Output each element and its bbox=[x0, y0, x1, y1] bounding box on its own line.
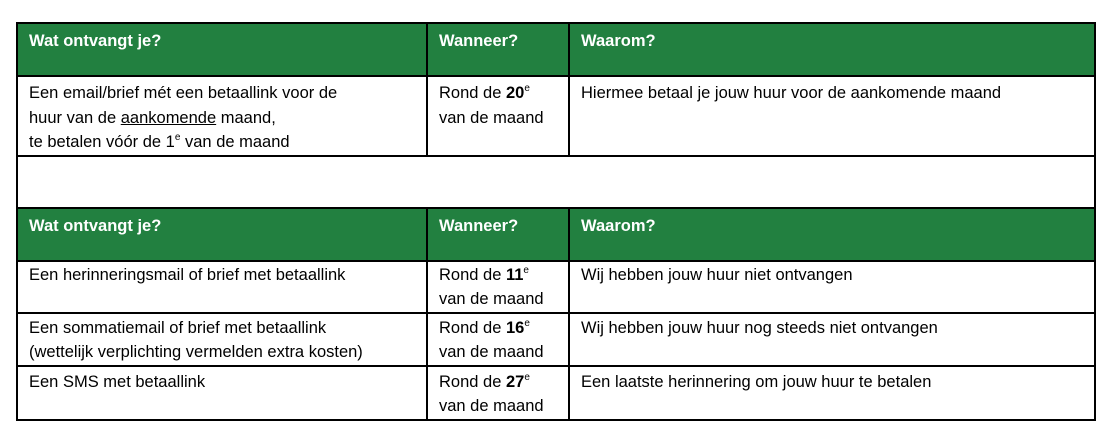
text-fragment: Rond de bbox=[439, 265, 506, 284]
table-header-row bbox=[17, 23, 1095, 76]
when-line: van de maand bbox=[439, 108, 544, 127]
cell-what bbox=[17, 76, 427, 156]
header-when: Wanneer? bbox=[427, 23, 569, 76]
header-when: Wanneer? bbox=[427, 208, 569, 261]
when-line: van de maand bbox=[439, 290, 544, 308]
spacer-row bbox=[17, 156, 1095, 208]
cell-what bbox=[17, 313, 427, 366]
text-fragment: Rond de bbox=[439, 318, 506, 337]
when-line: van de maand bbox=[439, 397, 544, 415]
day-number: 16 bbox=[505, 318, 525, 337]
day-number: 20 bbox=[505, 84, 525, 102]
table-row bbox=[17, 313, 1095, 366]
when-line bbox=[439, 370, 558, 395]
cell-what bbox=[17, 366, 427, 420]
when-line bbox=[439, 81, 558, 106]
superscript: e bbox=[523, 264, 529, 276]
when-line bbox=[439, 263, 558, 288]
text-fragment: huur van de bbox=[29, 108, 121, 127]
payment-schedule-table bbox=[16, 22, 1096, 421]
table-row bbox=[17, 366, 1095, 420]
text-fragment: maand, bbox=[216, 108, 276, 127]
what-line: Een SMS met betaallink bbox=[29, 372, 206, 391]
day-number: 11 bbox=[505, 265, 524, 284]
what-line: Een sommatiemail of brief met betaallink bbox=[29, 318, 327, 337]
header-what: Wat ontvangt je? bbox=[17, 208, 427, 261]
spacer-cell bbox=[17, 156, 1095, 208]
what-line bbox=[29, 130, 416, 155]
text-fragment: van de maand bbox=[180, 133, 290, 151]
cell-why: Wij hebben jouw huur niet ontvangen bbox=[569, 261, 1095, 313]
cell-when bbox=[427, 313, 569, 366]
what-line: Een email/brief mét een betaallink voor de bbox=[29, 84, 338, 102]
text-fragment: te betalen vóór de 1 bbox=[29, 133, 175, 151]
text-fragment: Rond de bbox=[439, 84, 506, 102]
what-line bbox=[29, 106, 416, 131]
cell-what bbox=[17, 261, 427, 313]
underlined-text: aankomende bbox=[120, 108, 217, 127]
text-fragment: Rond de bbox=[439, 372, 506, 391]
what-line: Een herinneringsmail of brief met betaallink bbox=[29, 265, 346, 284]
when-line bbox=[439, 316, 558, 341]
header-what: Wat ontvangt je? bbox=[17, 23, 427, 76]
superscript: e bbox=[524, 317, 530, 329]
table-header-row bbox=[17, 208, 1095, 261]
header-why: Waarom? bbox=[569, 23, 1095, 76]
cell-why: Hiermee betaal je jouw huur voor de aankomende maand bbox=[569, 76, 1095, 156]
day-number: 27 bbox=[505, 372, 525, 391]
cell-when bbox=[427, 261, 569, 313]
header-why: Waarom? bbox=[569, 208, 1095, 261]
table-row bbox=[17, 261, 1095, 313]
cell-why: Een laatste herinnering om jouw huur te betalen bbox=[569, 366, 1095, 420]
what-line: (wettelijk verplichting vermelden extra kosten) bbox=[29, 343, 363, 361]
superscript: e bbox=[524, 371, 530, 383]
superscript: e bbox=[174, 132, 181, 143]
superscript: e bbox=[524, 83, 530, 94]
table-row bbox=[17, 76, 1095, 156]
cell-when bbox=[427, 366, 569, 420]
cell-when bbox=[427, 76, 569, 156]
when-line: van de maand bbox=[439, 343, 544, 361]
cell-why: Wij hebben jouw huur nog steeds niet ontvangen bbox=[569, 313, 1095, 366]
